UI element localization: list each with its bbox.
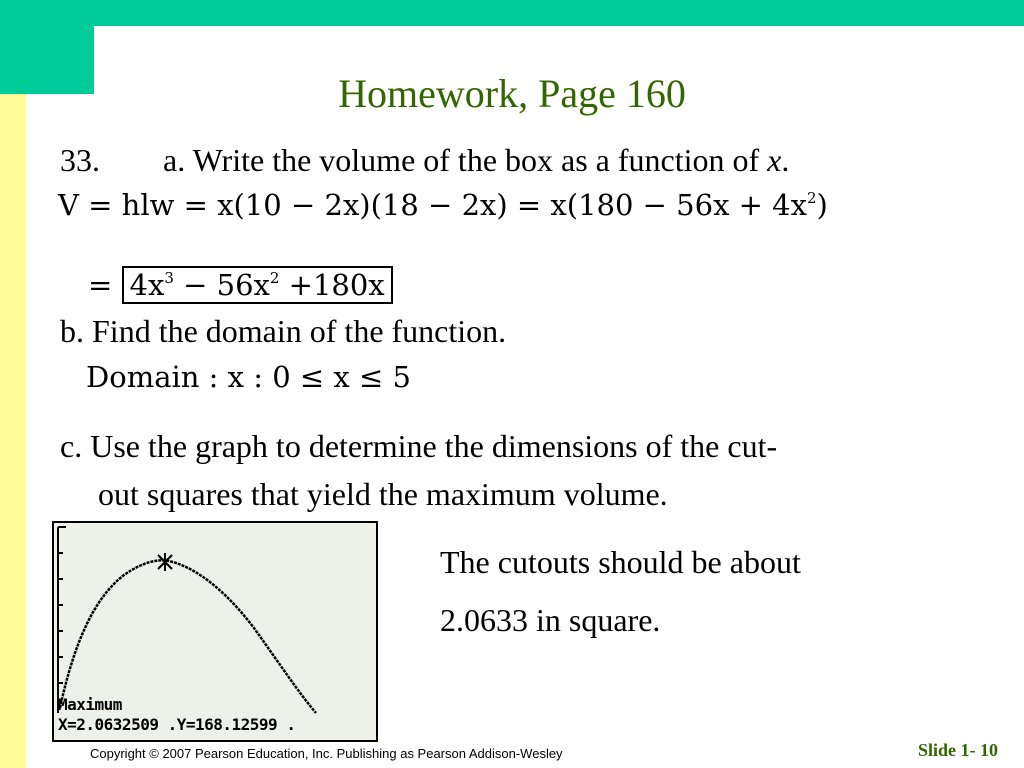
expanded-equation <box>88 268 393 302</box>
slide-number: Slide 1- 10 <box>917 740 998 760</box>
volume-equation-body: V = hlw = x(10 − 2x)(18 − 2x) = x(180 − 56x + 4x <box>58 188 807 222</box>
maximum-marker <box>158 553 172 571</box>
part-c-line-2: out squares that yield the maximum volume. <box>98 476 668 512</box>
volume-equation-close: ) <box>816 188 828 222</box>
eq2-exponent-1: 3 <box>164 269 174 287</box>
part-b-text: b. Find the domain of the function. <box>60 313 507 349</box>
left-accent-strip <box>0 94 26 768</box>
part-c-line-1: c. Use the graph to determine the dimensions of the cut- <box>60 428 778 464</box>
part-a-label: a. Write the volume of the box as a function of <box>163 142 760 178</box>
copyright-footer: Copyright © 2007 Pearson Education, Inc. Publishing as Pearson Addison-Wesley <box>90 746 563 761</box>
part-a-variable: x <box>767 142 782 178</box>
calculator-maximum-label: Maximum <box>58 695 122 714</box>
volume-equation <box>58 188 828 222</box>
answer-line-2: 2.0633 in square. <box>440 602 661 638</box>
eq2-exponent-2: 2 <box>269 269 280 287</box>
volume-curve <box>60 560 316 713</box>
calculator-graph-screen <box>52 521 378 742</box>
calculator-readout: X=2.0632509 .Y=168.12599 . <box>58 715 296 734</box>
expanded-equation-box <box>122 266 393 304</box>
slide-title: Homework, Page 160 <box>338 71 686 116</box>
part-a-period: . <box>781 142 790 178</box>
domain-expression: Domain : x : 0 ≤ x ≤ 5 <box>86 360 411 394</box>
eq2-term-2: − 56x <box>173 268 270 302</box>
volume-equation-exponent: 2 <box>806 189 817 207</box>
expanded-equation-equals: = <box>88 268 113 302</box>
eq2-term-1: 4x <box>129 268 165 302</box>
top-accent-bar <box>0 0 1024 26</box>
problem-number: 33. <box>60 142 100 178</box>
answer-line-1: The cutouts should be about <box>440 544 801 580</box>
eq2-term-3: +180x <box>279 268 385 302</box>
part-a-text <box>163 142 789 179</box>
